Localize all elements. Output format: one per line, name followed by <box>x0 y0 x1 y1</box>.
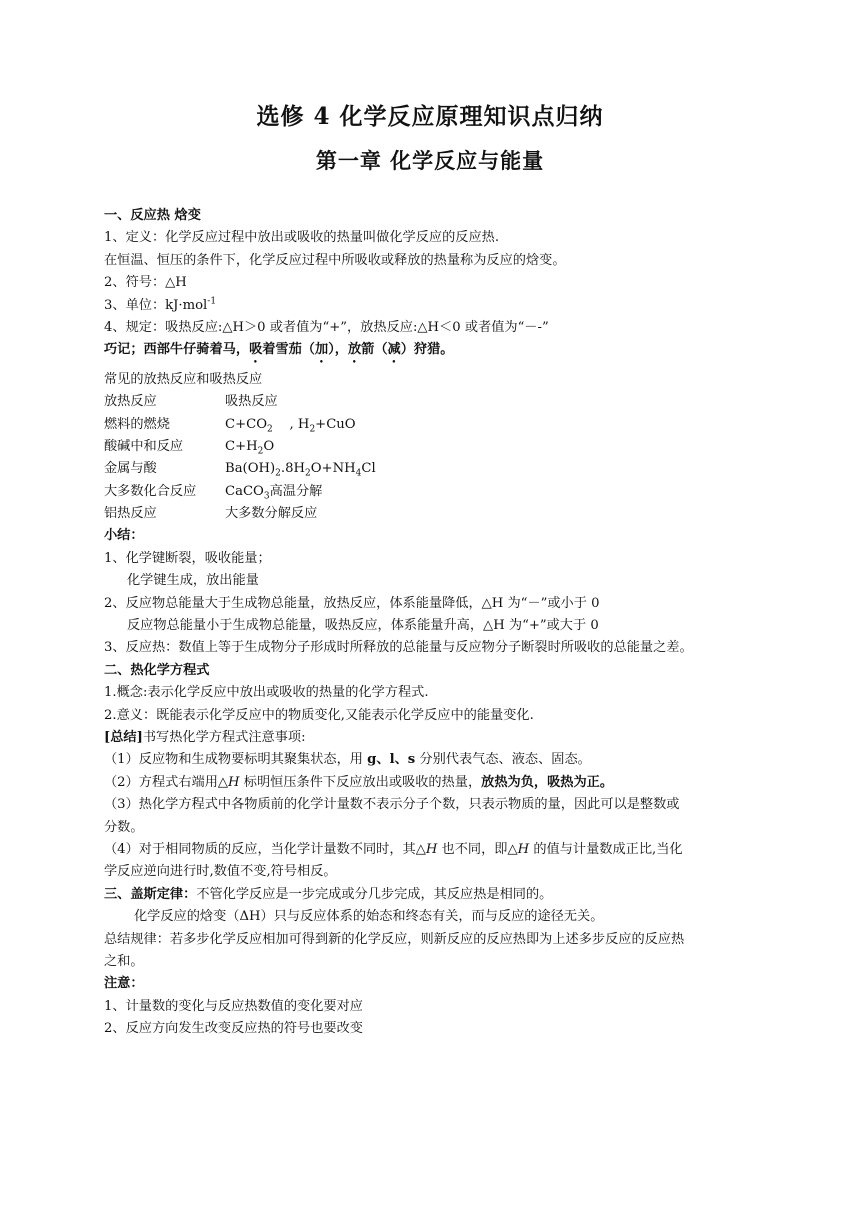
table-caption: 常见的放热反应和吸热反应 <box>104 371 263 387</box>
summary-line: 2、反应物总能量大于生成物总能量，放热反应，体系能量降低，△H 为“－”或小于 0 <box>104 595 600 611</box>
note-item-1: （1）反应物和生成物要标明其聚集状态，用 g、l、s 分别代表气态、液态、固态。 <box>104 752 591 768</box>
rule-line: 4、规定：吸热反应:△H＞0 或者值为“+”，放热反应:△H＜0 或者值为“－-” <box>104 319 549 335</box>
note-item-4-cont: 学反应逆向进行时,数值不变,符号相反。 <box>104 864 337 880</box>
chapter-title: 第一章 化学反应与能量 <box>315 148 545 173</box>
note-item-4: （4）对于相同物质的反应，当化学计量数不同时，其△H 也不同，即△H 的值与计量数成正比,当化 <box>104 841 683 857</box>
rule-summary-line: 总结规律：若多步化学反应相加可得到新的化学反应，则新反应的反应热即为上述多步反应的反应热 <box>104 931 685 947</box>
table-row: 大多数化合反应 CaCO$_3$高温分解 <box>104 483 323 502</box>
summary-intro: [总结]书写热化学方程式注意事项: <box>104 729 306 745</box>
attention-item: 2、反应方向发生改变反应热的符号也要改变 <box>104 1021 363 1037</box>
attention-item: 1、计量数的变化与反应热数值的变化要对应 <box>104 998 363 1014</box>
summary-label: 小结： <box>104 528 144 544</box>
table-row: 铝热反应 大多数分解反应 <box>104 506 318 522</box>
summary-line: 反应物总能量小于生成物总能量，吸热反应，体系能量升高，△H 为“+”或大于 0 <box>127 618 599 634</box>
section-heading-3: 三、盖斯定律：不管化学反应是一步完成或分几步完成，其反应热是相同的。 <box>104 886 553 902</box>
meaning-line: 2.意义：既能表示化学反应中的物质变化,又能表示化学反应中的能量变化. <box>104 707 534 723</box>
concept-line: 1.概念:表示化学反应中放出或吸收的热量的化学方程式. <box>104 685 429 701</box>
table-row: 金属与酸 $Ba(OH)_2.8H_2O+NH_4Cl$ <box>104 461 376 479</box>
table-row: 酸碱中和反应 $C+H_2O$ <box>104 438 275 457</box>
summary-line: 3、反应热：数值上等于生成物分子形成时所释放的总能量与反应物分子断裂时所吸收的总能量之差。 <box>104 640 693 656</box>
note-item-3-cont: 分数。 <box>104 819 144 835</box>
hess-line: 化学反应的焓变（ΔH）只与反应体系的始态和终态有关，而与反应的途径无关。 <box>134 909 604 925</box>
note-item-2: （2）方程式右端用△H 标明恒压条件下反应放出或吸收的热量，放热为负，吸热为正。 <box>104 774 614 790</box>
note-item-3: （3）热化学方程式中各物质前的化学计量数不表示分子个数，只表示物质的量，因此可以是整数或 <box>104 797 680 813</box>
unit-line: 3、单位：kJ·mol$^{-1}$ <box>104 296 217 313</box>
document-body <box>104 205 764 1040</box>
definition-line-2: 在恒温、恒压的条件下，化学反应过程中所吸收或释放的热量称为反应的焓变。 <box>104 252 566 268</box>
rule-summary-cont: 之和。 <box>104 953 144 969</box>
summary-line: 1、化学键断裂，吸收能量； <box>104 550 271 566</box>
mnemonic-line: 巧记；西部牛仔骑着马，吸着雪茄（加），放箭（减）狩猎。 <box>104 342 454 358</box>
section-heading-2: 二、热化学方程式 <box>104 662 210 678</box>
table-header-row: 放热反应 吸热反应 <box>104 394 278 410</box>
definition-line: 1、定义：化学反应过程中放出或吸收的热量叫做化学反应的反应热. <box>104 230 500 246</box>
section-heading-1: 一、反应热 焓变 <box>104 208 201 223</box>
document-title: 选修 4 化学反应原理知识点归纳 <box>256 103 604 130</box>
table-row: 燃料的燃烧 $C+CO_2$ , $H_2+CuO$ <box>104 416 356 435</box>
summary-line: 化学键生成，放出能量 <box>127 573 259 589</box>
attention-label: 注意： <box>104 976 144 992</box>
symbol-line: 2、符号：△H <box>104 275 187 291</box>
